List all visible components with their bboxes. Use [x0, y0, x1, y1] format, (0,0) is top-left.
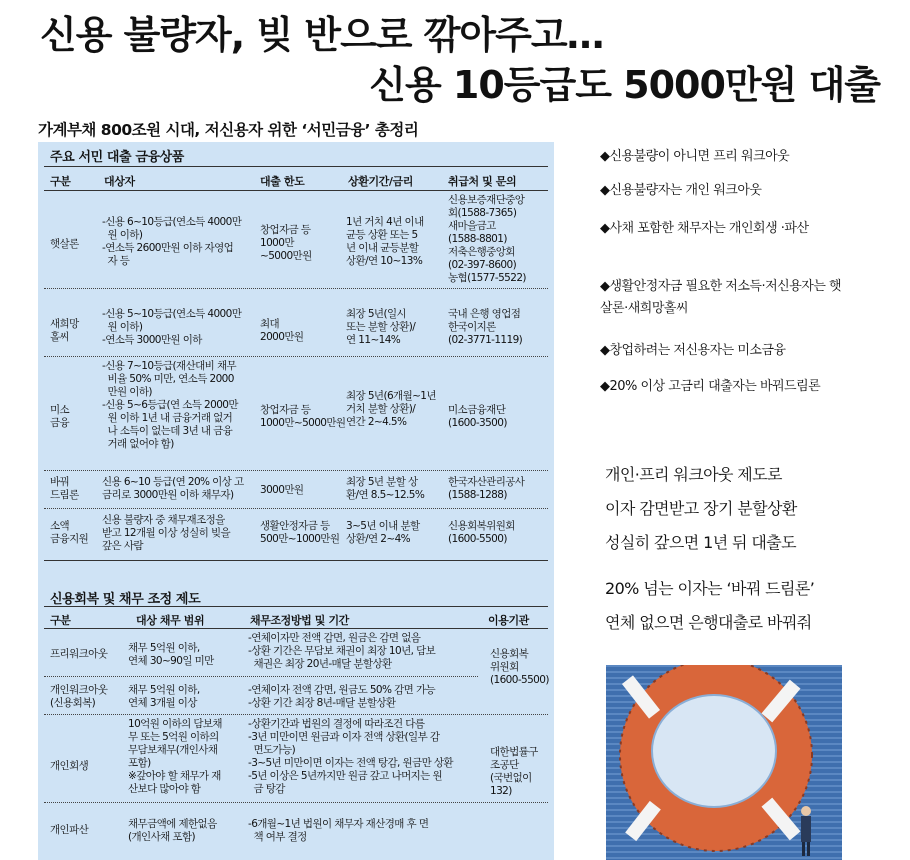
- debt-agency-credit-recovery: [490, 648, 552, 687]
- loan-header-target: 대상자: [104, 175, 135, 188]
- debt-table-title: 신용회복 및 채무 조정 제도: [50, 592, 201, 607]
- cell-line: 비율 50% 미만, 연소득 2000: [102, 373, 234, 385]
- cell-line: 책 여부 결정: [248, 831, 307, 843]
- debt-method: [248, 718, 488, 796]
- divider: [44, 508, 548, 509]
- cell-line: -연체이자 전액 감면, 원금도 50% 감면 가능: [248, 684, 436, 696]
- loan-target: [102, 514, 256, 553]
- cell-line: 무담보채무(개인사채: [128, 744, 218, 756]
- headline: [0, 0, 910, 110]
- loan-contact: [448, 520, 548, 546]
- cell-line: 농협(1577-5522): [448, 272, 526, 284]
- cell-line: -연체이자만 전액 감면, 원금은 감면 없음: [248, 632, 421, 644]
- cell-line: 채무 5억원 이하,: [128, 642, 200, 654]
- cell-line: 금리로 3000만원 이하 채무자): [102, 489, 234, 501]
- pull-quote: 개인·프리 워크아웃 제도로: [605, 465, 782, 484]
- cell-line: 또는 분할 상환)/: [346, 321, 416, 333]
- loan-target: [102, 216, 254, 268]
- bullet-item: ◆신용불량자는 개인 워크아웃: [600, 183, 762, 198]
- cell-line: 미소금융재단: [448, 404, 506, 416]
- cell-line: 3000만원: [260, 484, 304, 496]
- cell-line: 원 이하): [102, 321, 143, 333]
- debt-header-agency: 이용기관: [488, 614, 529, 627]
- cell-line: -상환기간과 법원의 결정에 따라조건 다름: [248, 718, 425, 730]
- cell-line: -신용 7~10등급(재산대비 채무: [102, 360, 237, 372]
- cell-line: 1000만~5000만원: [260, 417, 346, 429]
- cell-line: 신용 불량자 중 채무재조정을: [102, 514, 225, 526]
- cell-line: 회(1588-7365): [448, 207, 517, 219]
- cell-line: 신용회복위원회: [448, 520, 515, 532]
- bullet-item: ◆신용불량이 아니면 프리 워크아웃: [600, 149, 790, 164]
- debt-scope: [128, 642, 246, 668]
- lifebuoy-icon: [606, 665, 842, 860]
- bullet-item: ◆20% 이상 고금리 대출자는 바꿔드림론: [600, 379, 821, 394]
- cell-line: 채무금액에 제한없음: [128, 818, 217, 830]
- headline-line-1: 신용 불량자, 빚 반으로 깎아주고…: [40, 13, 604, 57]
- cell-line: 창업자금 등: [260, 224, 311, 236]
- cell-line: 원 이하 1년 내 금융거래 없거: [102, 412, 233, 424]
- divider: [44, 606, 548, 607]
- cell-line: 채권은 최장 20년-매달 분할상환: [248, 658, 392, 670]
- debt-method: [248, 818, 488, 844]
- cell-line: 환/연 8.5~12.5%: [346, 489, 425, 501]
- cell-line: 최장 5년(6개월~1년: [346, 390, 436, 402]
- loan-term: [346, 390, 446, 429]
- cell-line: -신용 6~10등급(연소득 4000만: [102, 216, 242, 228]
- loan-target: [102, 476, 256, 502]
- cell-line: 상환/연 10~13%: [346, 255, 423, 267]
- cell-line: 생활안정자금 등: [260, 520, 330, 532]
- cell-line: 10억원 이하의 담보채: [128, 718, 222, 730]
- cell-line: -3년 미만이면 원금과 이자 전액 상환(일부 감: [248, 731, 440, 743]
- lifebuoy-illustration: [606, 665, 842, 860]
- cell-line: 포함): [128, 757, 151, 769]
- loan-contact: [448, 404, 548, 430]
- cell-line: -상환 기간 최장 8년-매달 분할상환: [248, 697, 396, 709]
- cell-line: 년 이내 균등분할: [346, 242, 419, 254]
- debt-header-category: 구분: [50, 614, 71, 627]
- cell-line: 2000만원: [260, 331, 304, 343]
- cell-line: (국번없이: [490, 772, 532, 784]
- cell-line: 국내 은행 영업점: [448, 308, 521, 320]
- loan-limit: [260, 224, 344, 263]
- loan-contact: [448, 194, 548, 285]
- cell-line: 1000만: [260, 237, 294, 249]
- debt-name: [50, 760, 88, 773]
- divider: [44, 356, 548, 357]
- cell-line: 채무 5억원 이하,: [128, 684, 200, 696]
- loan-name: 새희망 홀씨: [50, 318, 79, 343]
- loan-header-term: 상환기간/금리: [348, 175, 413, 188]
- cell-line: (신용회복): [50, 697, 96, 709]
- debt-method: [248, 684, 486, 710]
- divider: [44, 190, 548, 191]
- cell-line: (1600-3500): [448, 417, 507, 429]
- debt-scope: [128, 718, 246, 796]
- loan-contact: [448, 308, 548, 347]
- cell-line: 최대: [260, 318, 280, 330]
- cell-line: 산보다 많아야 함: [128, 783, 201, 795]
- cell-line: 거치 분할 상환)/: [346, 403, 416, 415]
- info-panel: [38, 142, 554, 860]
- cell-line: 신용 6~10 등급(연 20% 이상 고: [102, 476, 244, 488]
- cell-line: 연간 2~4.5%: [346, 416, 407, 428]
- cell-line: (1588-8801): [448, 233, 507, 245]
- cell-line: (개인사채 포함): [128, 831, 195, 843]
- debt-agency-legal-aid: [490, 746, 552, 798]
- loan-target: [102, 308, 254, 347]
- cell-line: 500만~1000만원: [260, 533, 340, 545]
- pull-quote: 연체 없으면 은행대출로 바꿔줘: [605, 613, 812, 632]
- cell-line: 한국이지론: [448, 321, 496, 333]
- cell-line: 갚은 사람: [102, 540, 143, 552]
- cell-line: -신용 5~10등급(연소득 4000만: [102, 308, 242, 320]
- debt-method: [248, 632, 486, 671]
- loan-term: [346, 520, 446, 546]
- cell-line: 나 소득이 없는데 3년 내 금융: [102, 425, 233, 437]
- cell-line: (1600-5500): [448, 533, 507, 545]
- divider: [44, 166, 548, 167]
- loan-table-title: 주요 서민 대출 금융상품: [50, 150, 184, 165]
- cell-line: -6개월~1년 법원이 채무자 재산경매 후 면: [248, 818, 429, 830]
- divider: [44, 676, 478, 677]
- loan-name: 미소 금융: [50, 404, 70, 429]
- loan-name: 바꿔 드림론: [50, 476, 79, 501]
- cell-line: 창업자금 등: [260, 404, 311, 416]
- loan-limit: [260, 520, 346, 546]
- loan-header-contact: 취급처 및 문의: [448, 175, 517, 188]
- cell-line: ※갚아야 할 채무가 재: [128, 770, 221, 782]
- loan-name: 햇살론: [50, 238, 79, 250]
- cell-line: 금 탕감: [248, 783, 285, 795]
- loan-limit: [260, 484, 344, 497]
- pull-quote: 이자 감면받고 장기 분할상환: [605, 499, 797, 518]
- loan-term: [346, 216, 444, 268]
- loan-header-limit: 대출 한도: [260, 175, 305, 188]
- cell-line: 받고 12개월 이상 성실히 빚을: [102, 527, 231, 539]
- cell-line: 최장 5년 분할 상: [346, 476, 418, 488]
- cell-line: (02-3771-1119): [448, 334, 523, 346]
- debt-header-scope: 대상 채무 범위: [136, 614, 205, 627]
- cell-line: 자 등: [102, 255, 130, 267]
- cell-line: 신용회복: [490, 648, 529, 660]
- pull-quote: 20% 넘는 이자는 ‘바꿔 드림론’: [605, 579, 815, 598]
- cell-line: 개인회생: [50, 760, 89, 772]
- cell-line: 균등 상환 또는 5: [346, 229, 418, 241]
- cell-line: 연체 3개월 이상: [128, 697, 197, 709]
- loan-limit: [260, 318, 344, 344]
- cell-line: 개인워크아웃: [50, 684, 108, 696]
- cell-line: 최장 5년(일시: [346, 308, 407, 320]
- pull-quote: 성실히 갚으면 1년 뒤 대출도: [605, 533, 796, 552]
- cell-line: -상환 기간은 무담보 채권이 최장 10년, 담보: [248, 645, 436, 657]
- cell-line: 개인파산: [50, 824, 89, 836]
- cell-line: 위원회: [490, 661, 519, 673]
- cell-line: -5년 이상은 5년까지만 원금 갚고 나머지는 원: [248, 770, 443, 782]
- loan-term: [346, 476, 446, 502]
- cell-line: (02-397-8600): [448, 259, 517, 271]
- bullet-item: ◆창업하려는 저신용자는 미소금융: [600, 343, 786, 358]
- cell-line: 새마을금고: [448, 220, 496, 232]
- cell-line: 조공단: [490, 759, 519, 771]
- cell-line: 신용보증재단중앙: [448, 194, 525, 206]
- divider: [44, 714, 548, 715]
- debt-header-method: 채무조정방법 및 기간: [250, 614, 349, 627]
- cell-line: 거래 없어야 함): [102, 438, 174, 450]
- cell-line: 무 또는 5억원 이하의: [128, 731, 219, 743]
- cell-line: (1588-1288): [448, 489, 507, 501]
- debt-name: [50, 684, 107, 710]
- cell-line: ~5000만원: [260, 250, 312, 262]
- loan-term: [346, 308, 444, 347]
- loan-name: 소액 금융지원: [50, 520, 89, 545]
- subheadline: 가계부채 800조원 시대, 저신용자 위한 ‘서민금융’ 총정리: [38, 121, 419, 139]
- cell-line: 연 11~14%: [346, 334, 401, 346]
- cell-line: 면도가능): [248, 744, 296, 756]
- cell-line: 한국자산관리공사: [448, 476, 525, 488]
- cell-line: 저축은행중앙회: [448, 246, 515, 258]
- cell-line: 상환/연 2~4%: [346, 533, 411, 545]
- cell-line: 3~5년 이내 분할: [346, 520, 420, 532]
- cell-line: -연소득 2600만원 이하 자영업: [102, 242, 234, 254]
- debt-name: [50, 824, 88, 837]
- bullet-item: ◆사채 포함한 채무자는 개인회생 ·파산: [600, 221, 809, 236]
- divider: [44, 470, 548, 471]
- cell-line: 만원 이하): [102, 386, 152, 398]
- loan-header-category: 구분: [50, 175, 71, 188]
- cell-line: -3~5년 미만이면 이자는 전액 탕감, 원금만 상환: [248, 757, 453, 769]
- debt-name: [50, 648, 107, 661]
- cell-line: 132): [490, 785, 512, 797]
- loan-limit: [260, 404, 346, 430]
- cell-line: 프리워크아웃: [50, 648, 108, 660]
- bullet-item: ◆생활안정자금 필요한 저소득·저신용자는 햇살론·새희망홀씨: [600, 279, 842, 316]
- divider: [44, 560, 548, 561]
- cell-line: 대한법률구: [490, 746, 538, 758]
- cell-line: 원 이하): [102, 229, 143, 241]
- debt-scope: [128, 818, 246, 844]
- headline-line-2: 신용 10등급도 5000만원 대출: [369, 63, 880, 107]
- loan-contact: [448, 476, 548, 502]
- divider: [44, 628, 548, 629]
- divider: [44, 288, 548, 289]
- debt-scope: [128, 684, 246, 710]
- cell-line: -연소득 3000만원 이하: [102, 334, 202, 346]
- cell-line: (1600-5500): [490, 674, 549, 686]
- divider: [44, 802, 548, 803]
- cell-line: 연체 30~90일 미만: [128, 655, 214, 667]
- cell-line: 1년 거치 4년 이내: [346, 216, 424, 228]
- cell-line: -신용 5~6등급(연 소득 2000만: [102, 399, 238, 411]
- loan-target: [102, 360, 254, 451]
